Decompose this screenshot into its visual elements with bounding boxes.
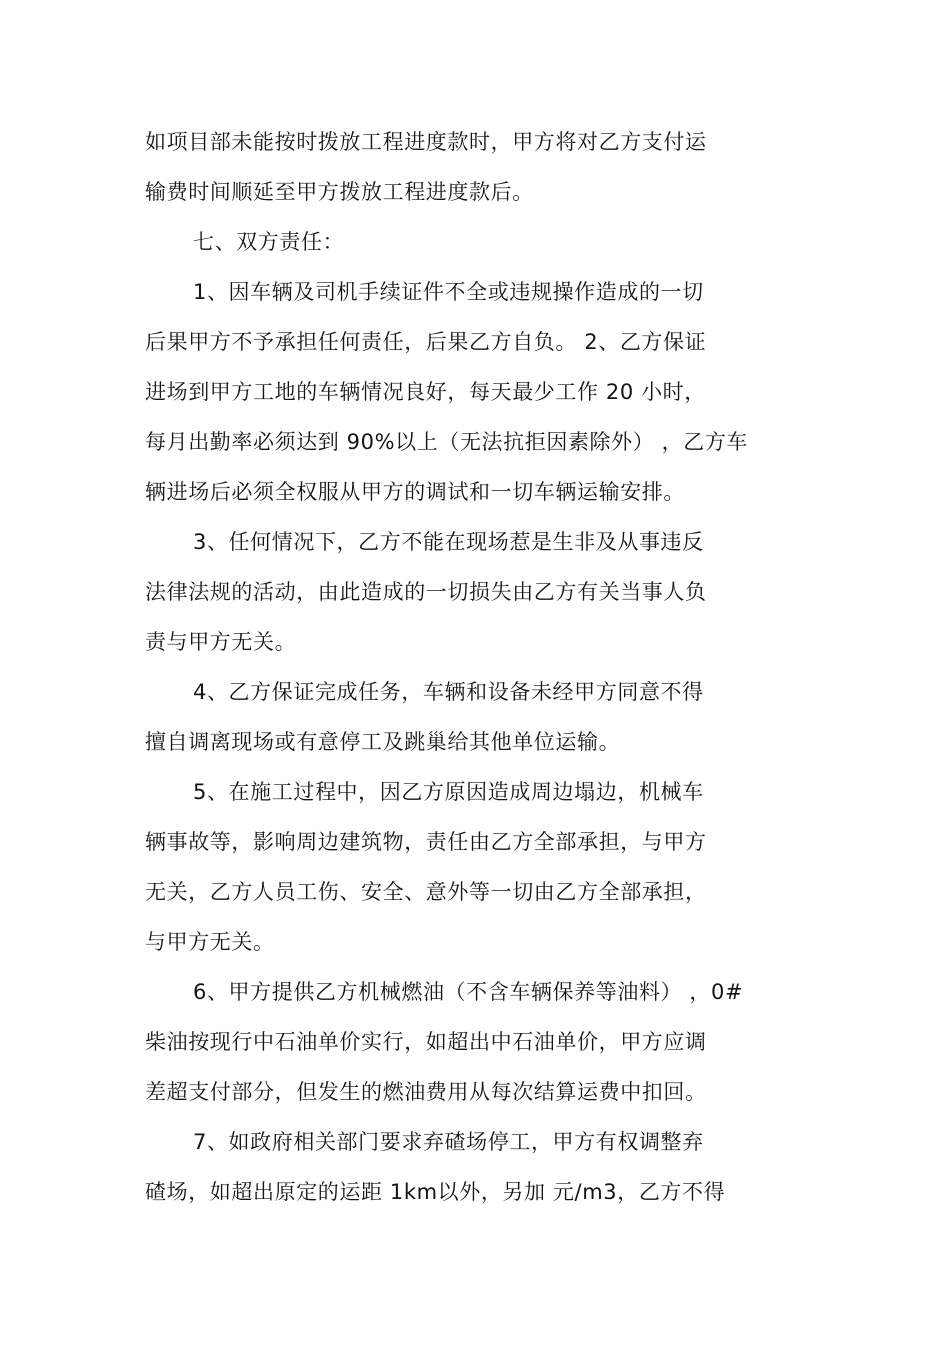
text-line: 碴场，如超出原定的运距 1km以外，另加 元/m3，乙方不得	[145, 1180, 726, 1204]
text-line: 辆事故等，影响周边建筑物，责任由乙方全部承担，与甲方	[145, 830, 707, 854]
text-line: 辆进场后必须全权服从甲方的调试和一切车辆运输安排。	[145, 480, 685, 504]
text-line: 差超支付部分，但发生的燃油费用从每次结算运费中扣回。	[145, 1080, 707, 1104]
text-line: 输费时间顺延至甲方拨放工程进度款后。	[145, 180, 534, 204]
text-line: 1、因车辆及司机手续证件不全或违规操作造成的一切	[193, 280, 704, 304]
text-line: 责与甲方无关。	[145, 630, 297, 654]
text-line: 5、在施工过程中，因乙方原因造成周边塌边，机械车	[193, 780, 704, 804]
text-line: 如项目部未能按时拨放工程进度款时，甲方将对乙方支付运	[145, 130, 707, 154]
text-line: 4、乙方保证完成任务，车辆和设备未经甲方同意不得	[193, 680, 704, 704]
text-line: 无关，乙方人员工伤、安全、意外等一切由乙方全部承担，	[145, 880, 707, 904]
text-line: 6、甲方提供乙方机械燃油（不含车辆保养等油料） ，0#	[193, 980, 744, 1004]
text-line: 柴油按现行中石油单价实行，如超出中石油单价，甲方应调	[145, 1030, 707, 1054]
text-line: 7、如政府相关部门要求弃碴场停工，甲方有权调整弃	[193, 1130, 704, 1154]
text-line: 后果甲方不予承担任何责任，后果乙方自负。 2、乙方保证	[145, 330, 707, 354]
text-line: 法律法规的活动，由此造成的一切损失由乙方有关当事人负	[145, 580, 707, 604]
text-line: 与甲方无关。	[145, 930, 275, 954]
text-line: 进场到甲方工地的车辆情况良好，每天最少工作 20 小时，	[145, 380, 706, 404]
text-line: 擅自调离现场或有意停工及跳巢给其他单位运输。	[145, 730, 621, 754]
section-heading: 七、双方责任：	[193, 230, 345, 254]
text-line: 每月出勤率必须达到 90%以上（无法抗拒因素除外） ，乙方车	[145, 430, 749, 454]
text-line: 3、任何情况下，乙方不能在现场惹是生非及从事违反	[193, 530, 704, 554]
